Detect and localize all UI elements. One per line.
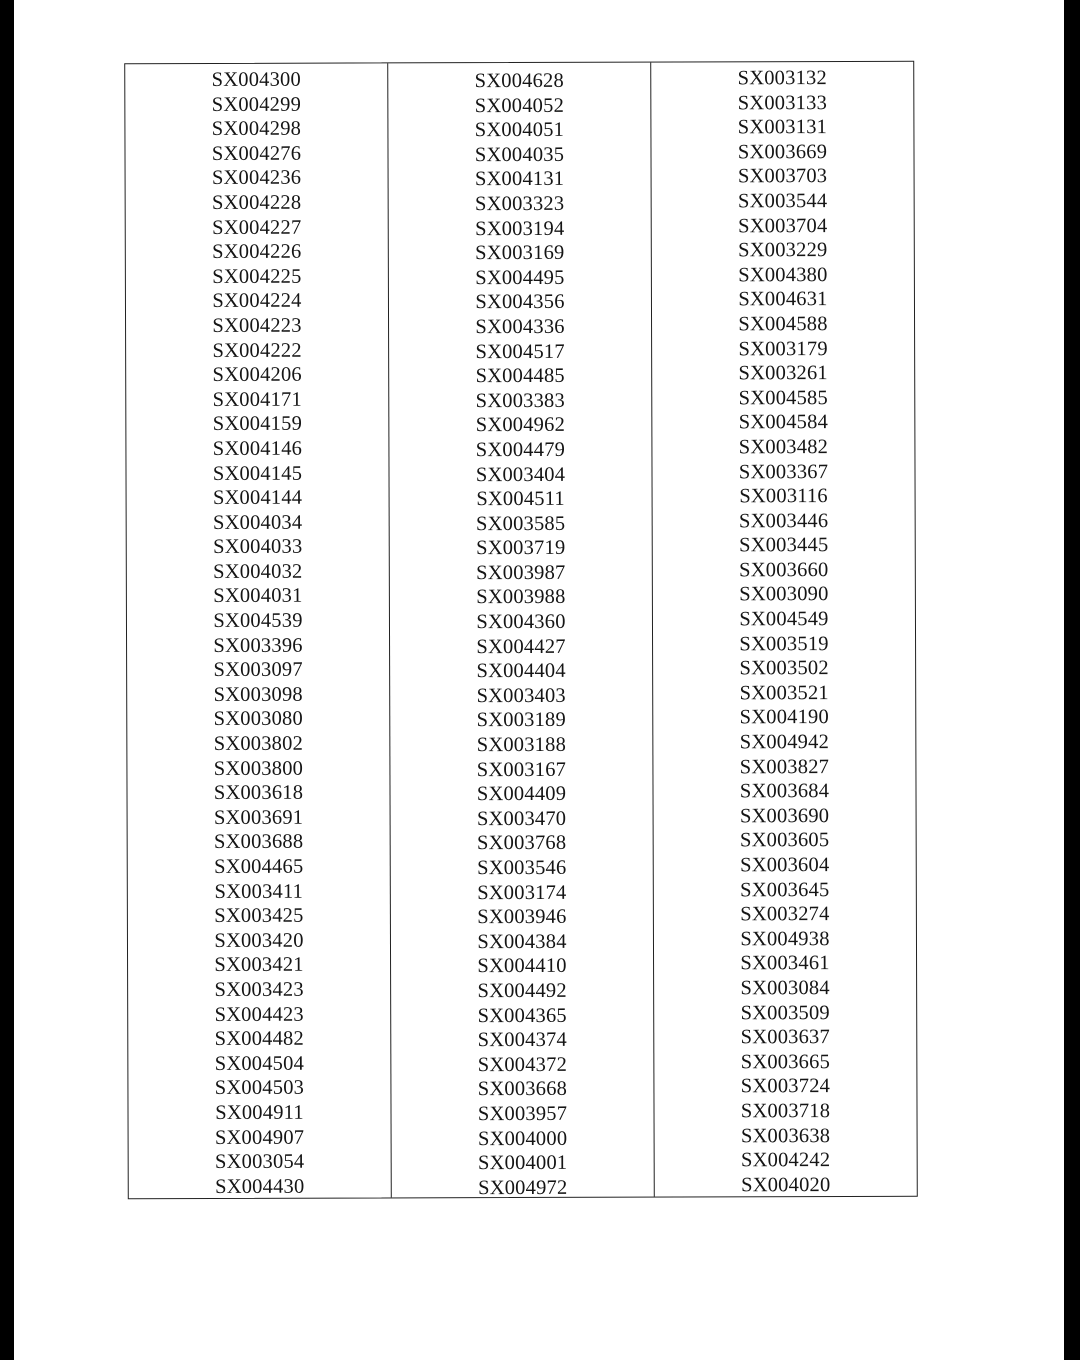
table-cell: SX003690 bbox=[739, 804, 830, 828]
table-cell: SX004223 bbox=[212, 314, 302, 337]
table-cell: SX003827 bbox=[739, 755, 830, 778]
table-cell: SX003116 bbox=[739, 485, 828, 508]
table-column-3 bbox=[650, 62, 917, 1197]
table-cell: SX004052 bbox=[474, 94, 565, 117]
table-cell: SX004495 bbox=[475, 266, 565, 289]
column-list bbox=[388, 69, 654, 1201]
table-cell: SX003097 bbox=[213, 658, 303, 682]
table-cell: SX004423 bbox=[214, 1003, 304, 1026]
table-cell: SX004942 bbox=[739, 731, 830, 754]
table-cell: SX004001 bbox=[477, 1151, 568, 1175]
table-cell: SX004539 bbox=[213, 609, 303, 633]
table-cell: SX003668 bbox=[477, 1078, 568, 1101]
table-cell: SX003660 bbox=[739, 558, 829, 582]
table-cell: SX003724 bbox=[740, 1075, 831, 1098]
table-cell: SX003470 bbox=[476, 807, 567, 830]
table-cell: SX004228 bbox=[211, 191, 302, 214]
table-cell: SX004479 bbox=[475, 438, 566, 462]
table-cell: SX003719 bbox=[476, 537, 566, 560]
table-cell: SX003704 bbox=[738, 214, 828, 237]
table-cell: SX004430 bbox=[215, 1175, 305, 1198]
table-cell: SX004511 bbox=[476, 487, 565, 511]
table-cell: SX003703 bbox=[737, 165, 828, 188]
table-cell: SX003509 bbox=[740, 1001, 830, 1024]
table-cell: SX004032 bbox=[213, 560, 303, 583]
code-table bbox=[124, 61, 918, 1199]
table-cell: SX003131 bbox=[737, 116, 828, 139]
table-cell: SX004549 bbox=[739, 608, 829, 631]
table-cell: SX003645 bbox=[740, 878, 830, 901]
table-cell: SX003482 bbox=[738, 435, 829, 459]
table-cell: SX004033 bbox=[213, 535, 303, 559]
table-cell: SX003423 bbox=[214, 978, 304, 1001]
table-cell: SX004372 bbox=[477, 1053, 568, 1076]
table-cell: SX003323 bbox=[474, 192, 565, 216]
table-cell: SX003988 bbox=[476, 586, 566, 609]
table-cell: SX003396 bbox=[213, 634, 303, 657]
table-cell: SX004409 bbox=[476, 783, 567, 806]
table-cell: SX004404 bbox=[476, 660, 566, 683]
table-cell: SX003446 bbox=[738, 509, 829, 533]
table-cell: SX004427 bbox=[476, 635, 566, 658]
table-cell: SX003946 bbox=[477, 906, 567, 929]
table-cell: SX004962 bbox=[475, 414, 566, 437]
table-cell: SX003800 bbox=[213, 757, 304, 780]
table-cell: SX003404 bbox=[475, 463, 566, 486]
table-cell: SX004938 bbox=[740, 927, 830, 951]
table-cell: SX004504 bbox=[214, 1052, 305, 1075]
table-cell: SX003502 bbox=[739, 657, 829, 680]
code-table-wrapper bbox=[124, 61, 918, 1199]
table-cell: SX003684 bbox=[739, 780, 830, 803]
table-cell: SX003957 bbox=[477, 1102, 568, 1126]
table-cell: SX003638 bbox=[740, 1124, 831, 1147]
table-cell: SX004276 bbox=[211, 142, 302, 165]
table-cell: SX003420 bbox=[214, 929, 304, 952]
table-cell: SX004517 bbox=[475, 340, 565, 363]
column-list bbox=[125, 67, 391, 1199]
table-cell: SX003665 bbox=[740, 1050, 831, 1074]
table-cell: SX003544 bbox=[737, 190, 828, 213]
table-cell: SX003261 bbox=[738, 362, 828, 385]
table-cell: SX004145 bbox=[212, 462, 303, 485]
table-cell: SX003080 bbox=[213, 708, 303, 731]
table-cell: SX004020 bbox=[741, 1173, 831, 1197]
table-cell: SX003274 bbox=[740, 903, 830, 926]
table-cell: SX003768 bbox=[476, 832, 567, 855]
table-cell: SX004485 bbox=[475, 364, 565, 388]
table-cell: SX004299 bbox=[211, 93, 302, 116]
table-cell: SX004356 bbox=[475, 291, 565, 314]
table-cell: SX004374 bbox=[477, 1029, 567, 1052]
table-cell: SX003167 bbox=[476, 758, 567, 781]
table-cell: SX004224 bbox=[212, 290, 302, 313]
table-cell: SX003174 bbox=[477, 881, 567, 904]
table-cell: SX003189 bbox=[476, 709, 566, 732]
table-cell: SX004031 bbox=[213, 585, 303, 608]
table-cell: SX003605 bbox=[739, 829, 830, 852]
table-cell: SX004585 bbox=[738, 386, 828, 410]
table-cell: SX003098 bbox=[213, 683, 303, 706]
table-cell: SX003054 bbox=[214, 1150, 305, 1174]
table-cell: SX004298 bbox=[211, 117, 302, 141]
table-cell: SX004226 bbox=[212, 240, 302, 264]
table-cell: SX003425 bbox=[214, 904, 304, 928]
table-cell: SX004206 bbox=[212, 363, 302, 387]
document-page bbox=[14, 0, 1064, 1360]
table-cell: SX004384 bbox=[477, 930, 567, 953]
table-cell: SX004336 bbox=[475, 315, 565, 339]
table-cell: SX003411 bbox=[214, 880, 304, 903]
table-cell: SX003090 bbox=[739, 583, 829, 606]
table-cell: SX004410 bbox=[477, 955, 567, 978]
table-cell: SX004190 bbox=[739, 706, 829, 729]
table-cell: SX003688 bbox=[213, 831, 304, 854]
table-cell: SX003403 bbox=[476, 684, 566, 707]
table-cell: SX004051 bbox=[474, 119, 565, 142]
table-cell: SX004159 bbox=[212, 412, 303, 436]
table-cell: SX004171 bbox=[212, 388, 302, 411]
table-cell: SX004131 bbox=[474, 168, 565, 191]
table-cell: SX003194 bbox=[475, 217, 565, 240]
table-cell: SX003229 bbox=[738, 239, 828, 262]
table-cell: SX003604 bbox=[740, 854, 830, 877]
table-cell: SX003169 bbox=[475, 242, 565, 265]
table-cell: SX004465 bbox=[214, 855, 304, 878]
table-cell: SX003987 bbox=[476, 561, 566, 585]
table-cell: SX003179 bbox=[738, 337, 828, 360]
table-cell: SX004000 bbox=[477, 1127, 568, 1150]
table-cell: SX004360 bbox=[476, 610, 566, 634]
table-cell: SX003618 bbox=[213, 781, 304, 805]
table-cell: SX003691 bbox=[213, 806, 304, 829]
table-column-1 bbox=[125, 63, 391, 1198]
table-cell: SX004972 bbox=[478, 1176, 568, 1199]
table-cell: SX004503 bbox=[214, 1077, 305, 1100]
table-cell: SX003669 bbox=[737, 140, 828, 164]
table-cell: SX004300 bbox=[211, 68, 301, 91]
table-cell: SX003585 bbox=[475, 512, 566, 535]
table-cell: SX004236 bbox=[211, 167, 302, 190]
table-cell: SX004034 bbox=[212, 511, 303, 534]
table-cell: SX004482 bbox=[214, 1027, 304, 1051]
table-cell: SX003445 bbox=[739, 534, 829, 557]
table-cell: SX004631 bbox=[738, 288, 828, 311]
table-cell: SX003383 bbox=[475, 389, 565, 412]
table-cell: SX003521 bbox=[739, 681, 829, 705]
table-cell: SX003188 bbox=[476, 733, 567, 757]
table-cell: SX003637 bbox=[740, 1026, 830, 1049]
table-cell: SX004911 bbox=[215, 1101, 304, 1124]
table-cell: SX004365 bbox=[477, 1004, 567, 1027]
table-cell: SX004146 bbox=[212, 437, 303, 460]
table-column-2 bbox=[387, 63, 654, 1198]
table-cell: SX003133 bbox=[737, 91, 828, 114]
table-cell: SX003519 bbox=[739, 632, 829, 655]
table-cell: SX004035 bbox=[474, 143, 565, 166]
table-cell: SX004492 bbox=[477, 979, 567, 1003]
table-cell: SX003546 bbox=[477, 856, 567, 880]
table-cell: SX004588 bbox=[738, 312, 828, 336]
table-cell: SX003084 bbox=[740, 977, 830, 1000]
table-cell: SX003421 bbox=[214, 954, 304, 977]
column-list bbox=[651, 66, 917, 1198]
table-cell: SX004380 bbox=[738, 263, 828, 287]
table-cell: SX003718 bbox=[740, 1099, 831, 1123]
table-cell: SX003367 bbox=[738, 460, 829, 483]
table-cell: SX004225 bbox=[212, 265, 302, 288]
table-cell: SX004584 bbox=[738, 411, 829, 434]
table-cell: SX004628 bbox=[474, 69, 564, 93]
table-cell: SX004222 bbox=[212, 339, 302, 362]
table-cell: SX003461 bbox=[740, 952, 830, 975]
table-cell: SX003132 bbox=[737, 67, 827, 90]
table-cell: SX004227 bbox=[212, 216, 302, 239]
table-cell: SX004907 bbox=[214, 1126, 305, 1149]
table-cell: SX004242 bbox=[740, 1149, 831, 1172]
table-cell: SX004144 bbox=[212, 486, 303, 510]
table-cell: SX003802 bbox=[213, 732, 304, 755]
